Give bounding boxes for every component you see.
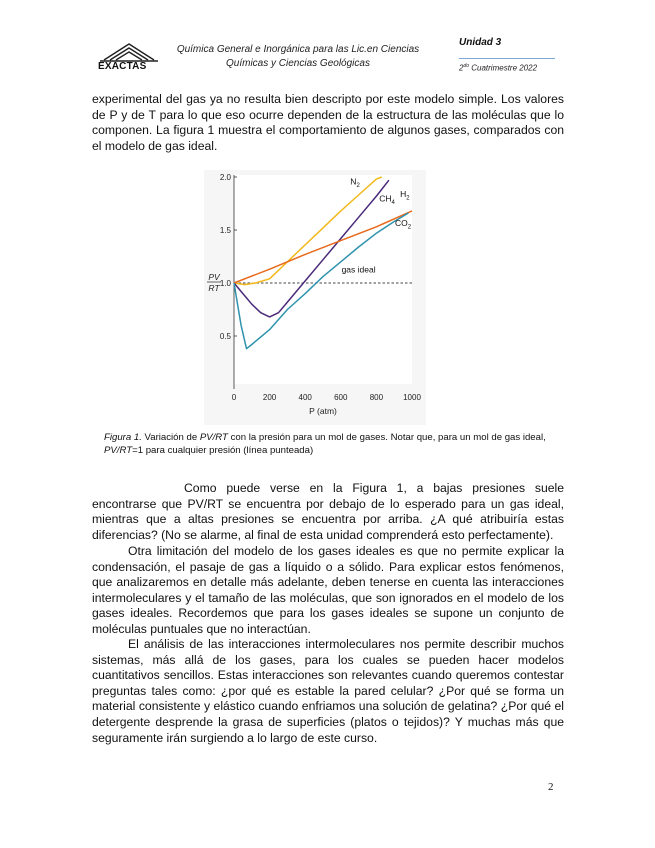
series-label-co2: $CO_2$ bbox=[395, 217, 412, 231]
ideal-gas-label: gas ideal bbox=[341, 264, 376, 275]
series-label-h2: $H_2$ bbox=[400, 189, 410, 202]
unit-block bbox=[459, 37, 555, 73]
y-tick-label: 1.5 bbox=[219, 226, 231, 235]
x-tick-label: 800 bbox=[369, 393, 384, 402]
x-tick-label: 600 bbox=[334, 393, 348, 402]
x-tick-label: 200 bbox=[262, 393, 277, 402]
figure-1 bbox=[204, 170, 426, 425]
exactas-logo bbox=[98, 40, 160, 72]
unit-title: Unidad 3 bbox=[459, 37, 502, 48]
paragraph-intro: experimental del gas ya no resulta bien descripto por este modelo simple. Los valores de P y de T para lo que eso ocurre dependen de la estructura de las moléculas que lo componen. La figura 1 muestra el comportamiento de algunos gases, comparados con el modelo de gas ideal. bbox=[92, 92, 564, 153]
course-title: Química General e Inorgánica para las Lic.en Ciencias Químicas y Ciencias Geológicas bbox=[176, 44, 420, 69]
series-label-n2: $N_2$ bbox=[350, 176, 360, 189]
y-axis-label-numerator: PV bbox=[208, 272, 220, 282]
paragraph-intermolecular: El análisis de las interacciones intermoleculares nos permite describir muchos sistemas, más allá de los gases, para los cuales se pueden hacer modelos cuantitativos sencillos. Estas interacciones son relevantes cuando queremos contestar preguntas tales como: ¿por qué es estable la pared celular? ¿Por qué se forma un material consistente y elástico cuando enfriamos una solución de gelatina? ¿Por qué el detergente desprende la grasa de superficies (platos o tejidos)? Y muchas más que seguramente irán surgiendo a lo largo de este curso. bbox=[92, 637, 564, 745]
y-tick-label: 0.5 bbox=[219, 332, 231, 341]
y-tick-label: 1.0 bbox=[219, 279, 231, 288]
logo-building-icon bbox=[98, 40, 160, 62]
x-tick-label: 1000 bbox=[403, 393, 421, 402]
series-label-ch4: $CH_4$ bbox=[379, 193, 395, 206]
y-tick-label: 2.0 bbox=[219, 173, 231, 182]
paragraph-figure-discussion: Como puede verse en la Figura 1, a bajas presiones suele encontrarse que PV/RT se encuentra por debajo de lo esperado para un gas ideal, mientras que a altas presiones se encuentra por arriba. ¿A qué atribuiría estas diferencias? (No se alarme, al final de esta unidad comprenderá esto perfectamente). bbox=[92, 481, 564, 542]
x-axis-label: P (atm) bbox=[309, 406, 337, 416]
chart-svg bbox=[204, 170, 426, 425]
figure-caption: Figura 1. Variación de PV/RT con la presión para un mol de gases. Notar que, para un mol de gas ideal, PV/RT=1 para cualquier presión (línea punteada) bbox=[104, 432, 546, 456]
y-axis-label-denominator: RT bbox=[208, 283, 220, 293]
x-tick-label: 0 bbox=[231, 393, 237, 402]
logo-text: EXACTAS bbox=[98, 61, 147, 72]
term-label: $2^{do}$ Cuatrimestre 2022 bbox=[459, 63, 538, 73]
plot-area bbox=[234, 175, 412, 384]
page-number: 2 bbox=[548, 781, 554, 793]
x-tick-label: 400 bbox=[298, 393, 312, 402]
header-divider bbox=[459, 58, 555, 59]
page-header bbox=[0, 0, 655, 80]
paragraph-ideal-limitation: Otra limitación del modelo de los gases ideales es que no permite explicar la condensación, el pasaje de gas a líquido o a sólido. Para explicar estos fenómenos, que analizaremos en detalle más adelante, deben tenerse en cuenta las interacciones intermoleculares y el tamaño de las moléculas, que son ignorados en el modelo de los gases ideales. Recordemos que para los gases ideales se supone un conjunto de moléculas puntuales que no interactúan. bbox=[92, 544, 564, 636]
